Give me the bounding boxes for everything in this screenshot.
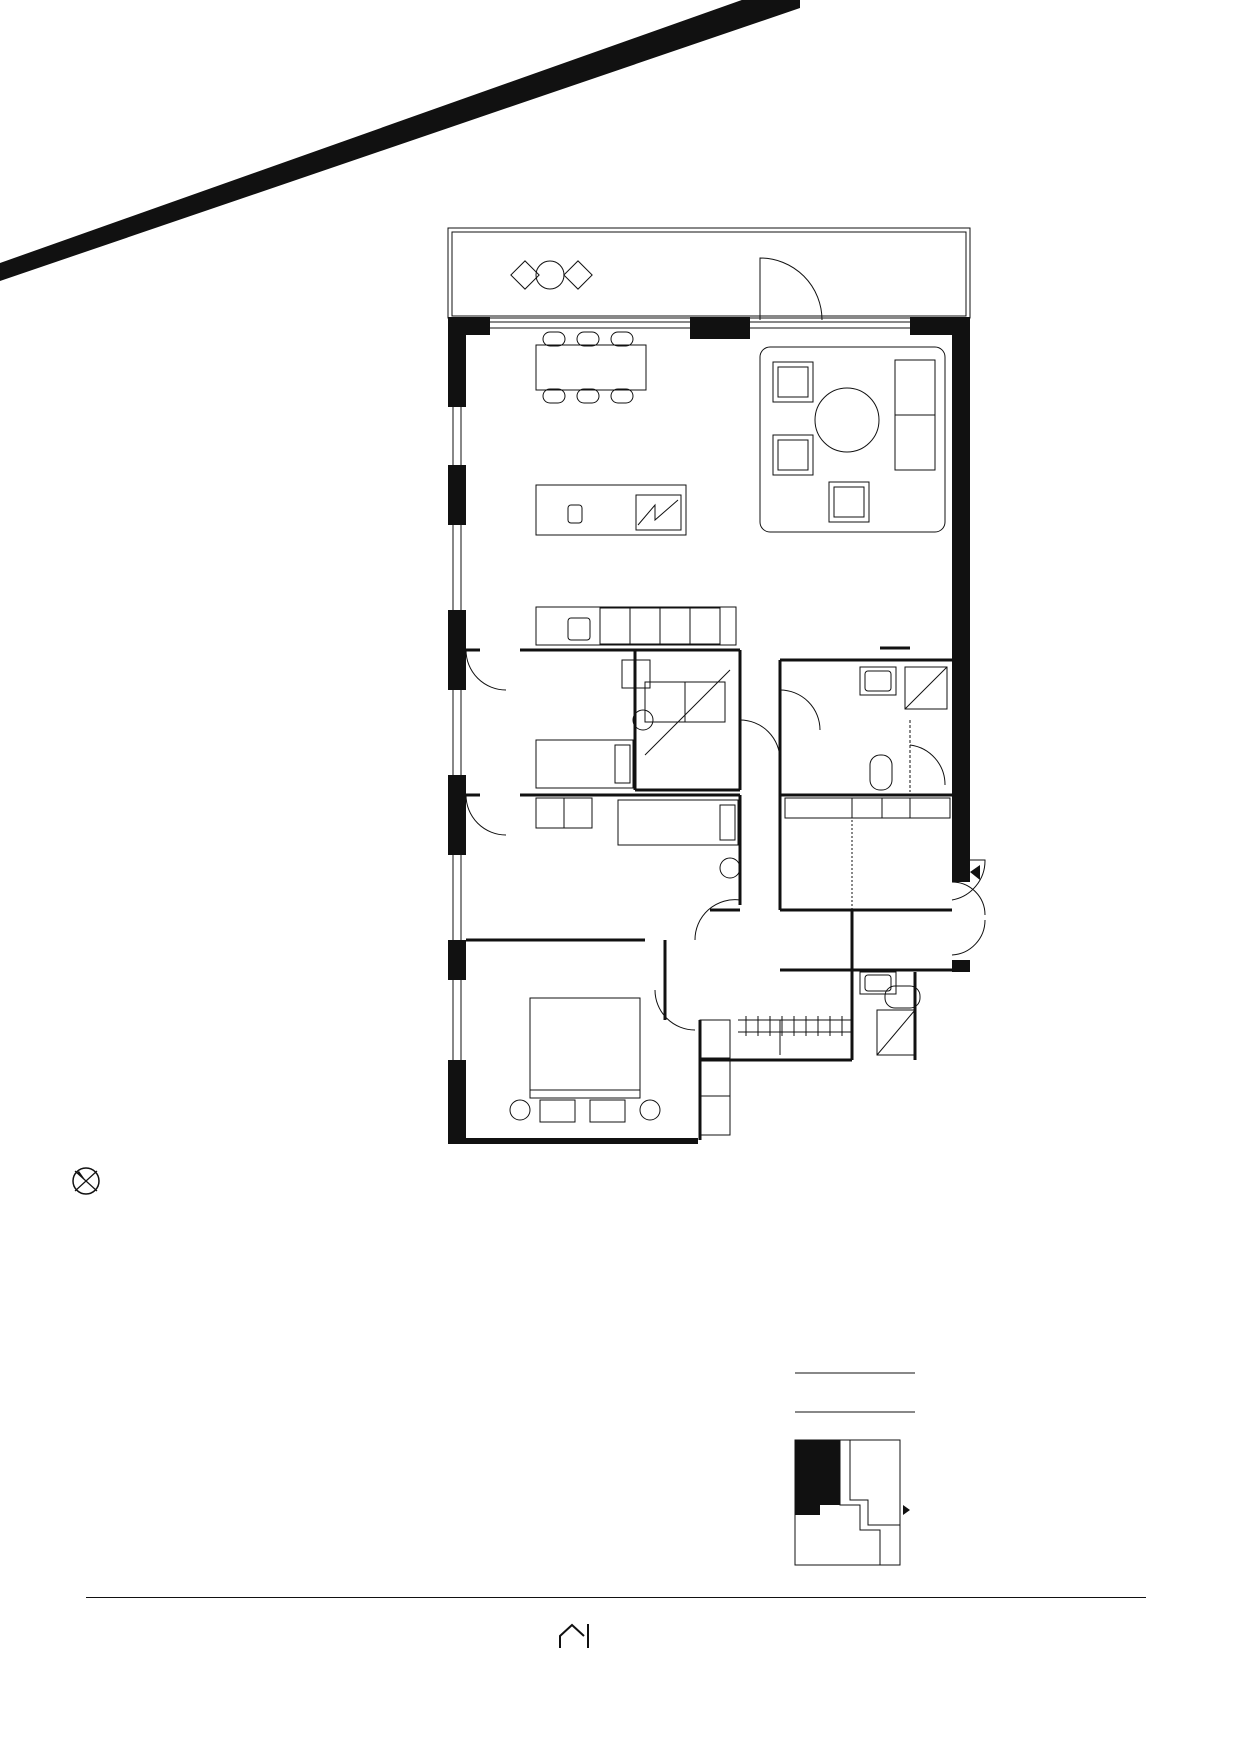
- kitchen-counter: [536, 607, 736, 645]
- orientation-figures: [790, 1290, 1190, 1560]
- living-furniture: [760, 347, 945, 532]
- bathroom-1-fixtures: [780, 667, 947, 792]
- dining-table: [536, 332, 646, 403]
- footer-line: [86, 1597, 1146, 1598]
- balcony: [448, 228, 970, 318]
- sidebar: [86, 290, 316, 876]
- bedroom-2-furniture: [466, 795, 740, 940]
- entrance-arrow: [970, 865, 980, 880]
- windows: [453, 322, 910, 1060]
- scale-bar: [70, 1210, 1190, 1260]
- interior-walls: [466, 650, 952, 1140]
- house-icon: [558, 1622, 594, 1650]
- section-datum: [86, 390, 316, 476]
- section-plan: [86, 677, 316, 867]
- section-rum: [86, 485, 316, 571]
- wallin-logo: [558, 1622, 596, 1650]
- balcony-furniture: [511, 258, 822, 320]
- klk-wardrobe: [738, 1016, 852, 1036]
- floor-plan: [440, 220, 1000, 1150]
- site-highlight: [795, 1440, 840, 1515]
- kitchen-island: [536, 485, 686, 535]
- legend: [86, 1290, 786, 1550]
- bathroom-2-fixtures: [780, 972, 920, 1055]
- laundry-fixtures: [466, 650, 780, 760]
- orientation-drawings: [790, 1330, 1190, 1570]
- section-plats: [86, 299, 316, 381]
- north-compass: [70, 1145, 110, 1205]
- site-entrance-arrow: [903, 1505, 910, 1515]
- bedroom-3-furniture: [510, 990, 730, 1135]
- section-typ: [86, 580, 316, 668]
